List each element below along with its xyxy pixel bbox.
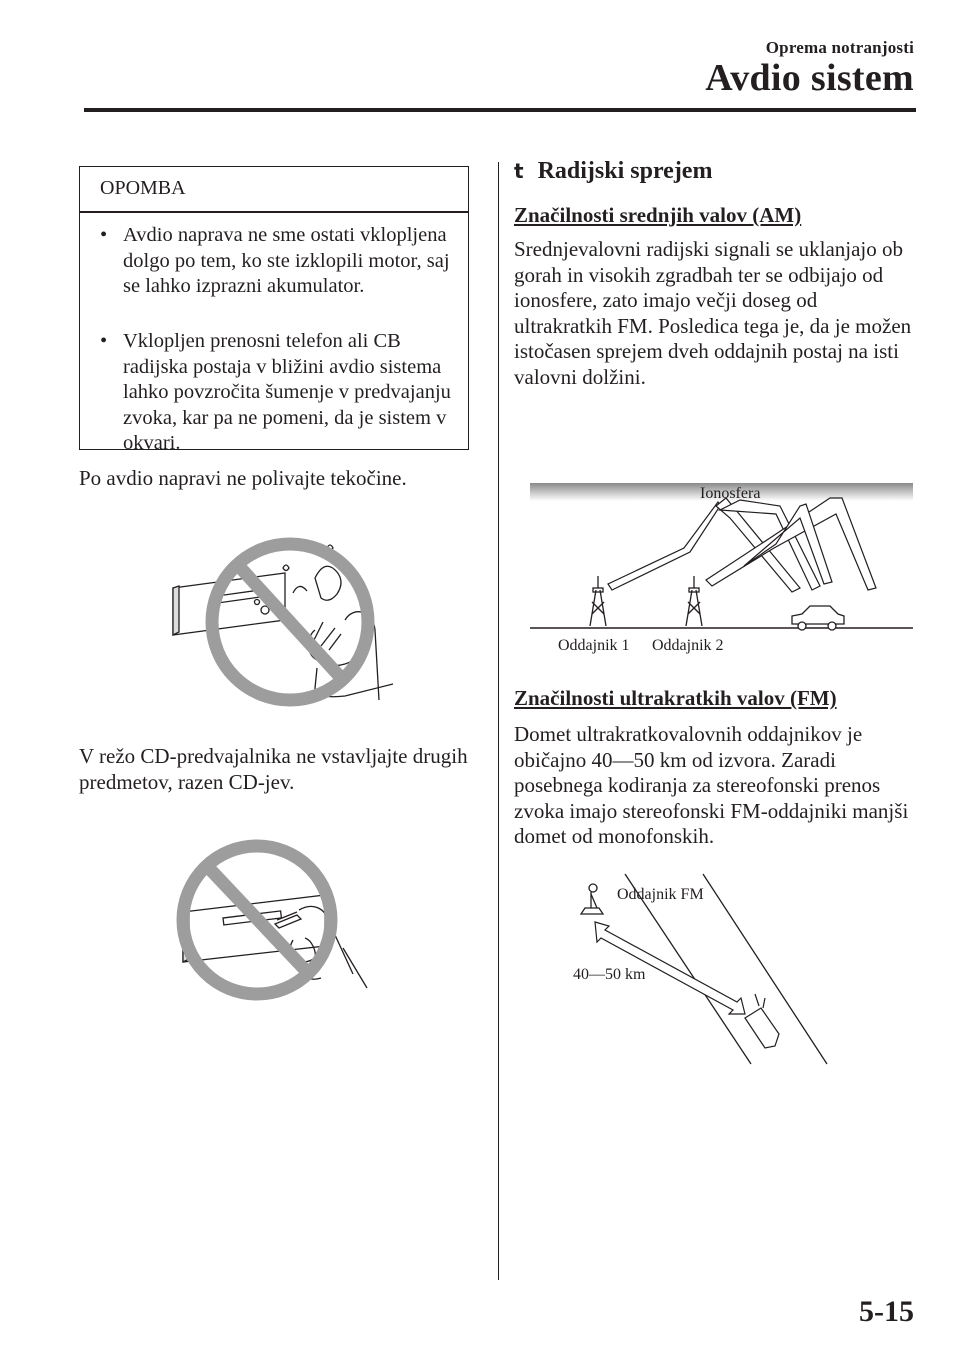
bullet-icon: • bbox=[100, 224, 108, 246]
note-item-interference bbox=[100, 329, 456, 457]
fm-diagram bbox=[565, 868, 835, 1068]
heading-marker-icon: t bbox=[514, 159, 524, 183]
section-label: Oprema notranjosti bbox=[765, 38, 914, 57]
transmitter-2-label: Oddajnik 2 bbox=[652, 637, 724, 654]
bullet-icon: • bbox=[100, 330, 108, 352]
no-liquid-illustration bbox=[165, 538, 395, 708]
fm-description: Domet ultrakratkovalovnih oddajnikov je običajno 40―50 km od izvora. Zaradi posebnega kodiranja za stereofonski prenos zvoka imajo stereofonski FM-oddajniki manjši domet od monofonskih. bbox=[514, 722, 909, 848]
note-item-text: Vklopljen prenosni telefon ali CB radijska postaja v bližini avdio sistema lahko povzročita šumenje v predvajanju zvoka, kar pa ne pomeni, da je sistem v okvari. bbox=[123, 330, 451, 454]
am-description: Srednjevalovni radijski signali se uklanjajo ob gorah in visokih zgradbah ter se odbijajo od ionosfere, zato imajo večji doseg od ultrakratkih FM. Posledica tega je, da je možen istočasen sprejem dveh oddajnih postaj na isti valovni dolžini. bbox=[514, 237, 912, 389]
cd-slot-illustration bbox=[175, 840, 385, 1000]
note-divider bbox=[80, 211, 468, 213]
transmitter-1-label: Oddajnik 1 bbox=[558, 637, 630, 654]
header-rule bbox=[84, 108, 916, 112]
page-number: 5-15 bbox=[859, 1295, 914, 1328]
am-subheading: Značilnosti srednjih valov (AM) bbox=[514, 203, 802, 227]
note-box bbox=[79, 166, 469, 454]
radio-reception-heading bbox=[514, 157, 914, 185]
note-title: OPOMBA bbox=[100, 177, 186, 199]
note-item-battery bbox=[100, 223, 456, 300]
column-divider bbox=[498, 162, 499, 1280]
liquid-warning-text: Po avdio napravi ne polivajte tekočine. bbox=[79, 466, 407, 490]
fm-range-label: 40—50 km bbox=[573, 966, 646, 983]
page-title: Avdio sistem bbox=[705, 57, 914, 99]
heading-text: Radijski sprejem bbox=[537, 158, 713, 184]
am-diagram bbox=[530, 478, 916, 658]
ionosphere-label: Ionosfera bbox=[700, 485, 761, 502]
note-item-text: Avdio naprava ne sme ostati vklopljena dolgo po tem, ko ste izklopili motor, saj se lahko izprazni akumulator. bbox=[123, 224, 450, 297]
fm-subheading: Značilnosti ultrakratkih valov (FM) bbox=[514, 686, 837, 710]
cd-warning-text: V režo CD-predvajalnika ne vstavljajte drugih predmetov, razen CD-jev. bbox=[79, 744, 468, 794]
fm-transmitter-label: Oddajnik FM bbox=[617, 886, 704, 903]
